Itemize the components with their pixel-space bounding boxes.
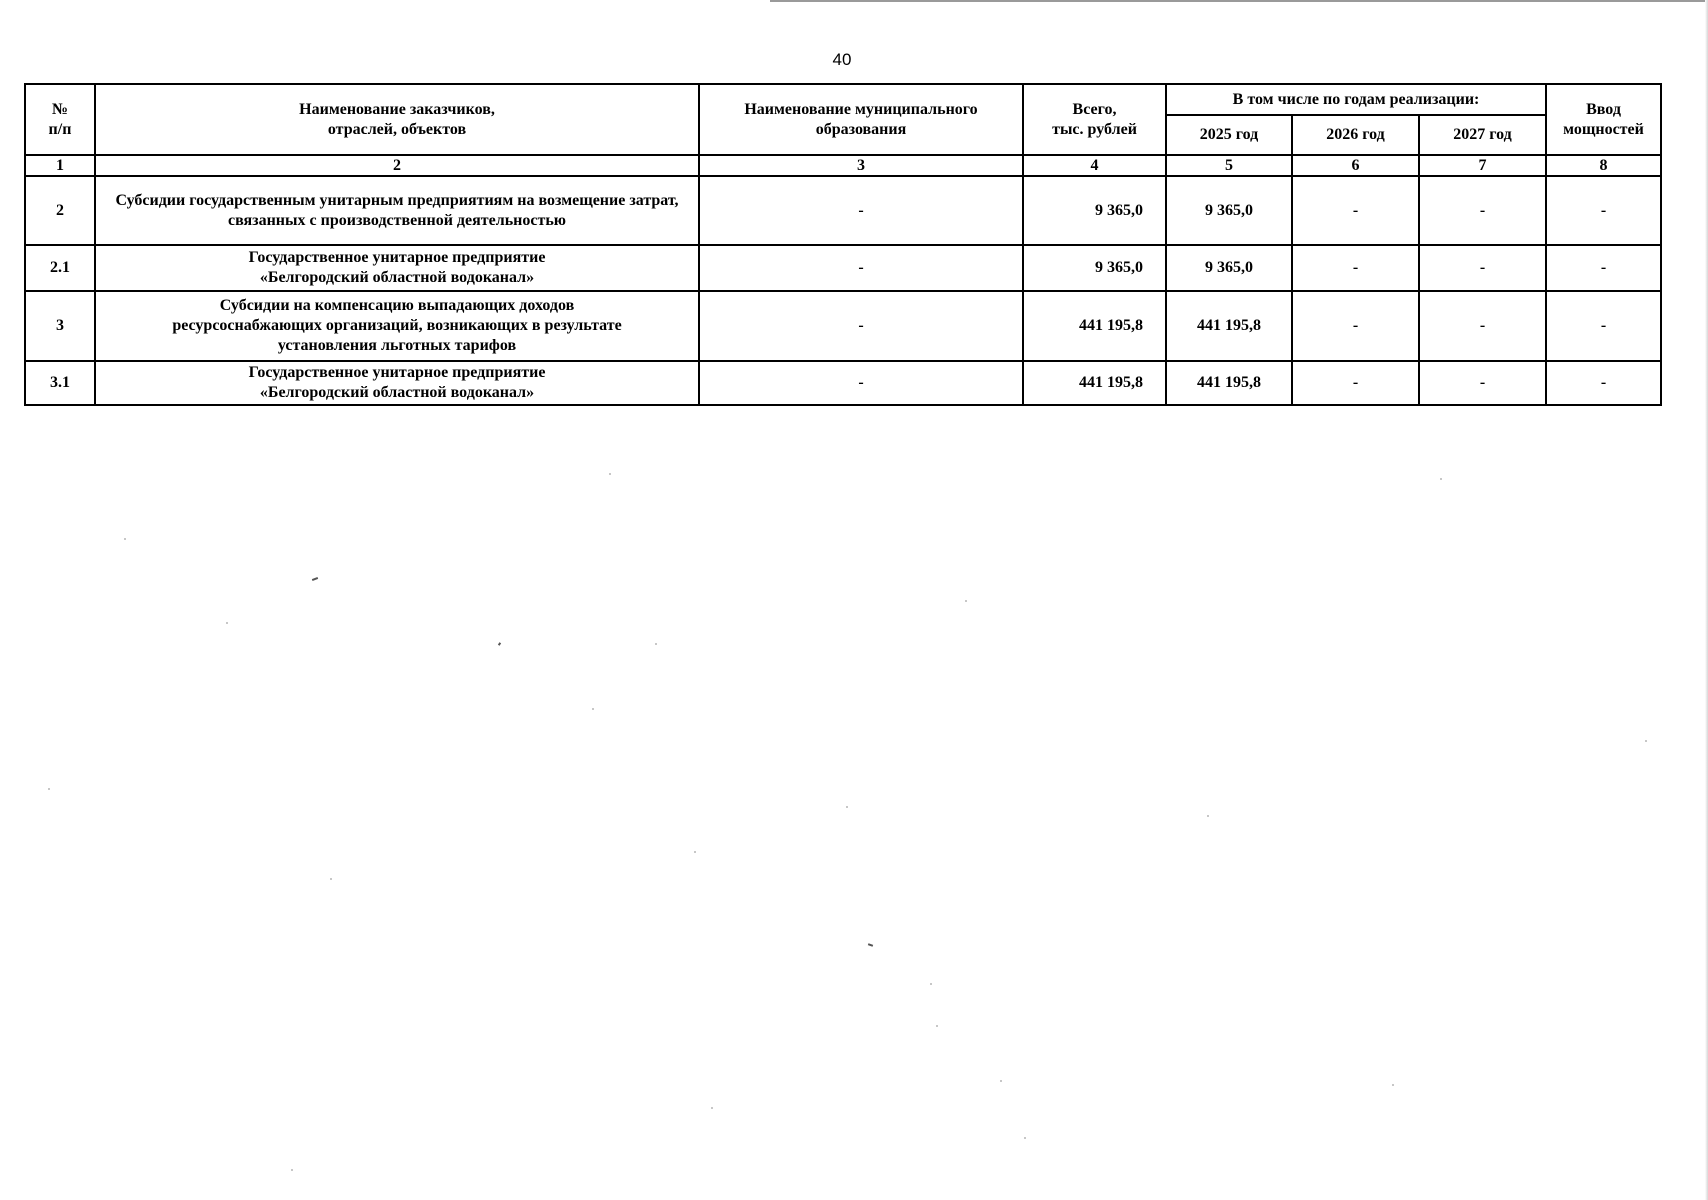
scan-speckle [48,788,50,790]
column-number: 3 [699,155,1023,176]
budget-table [24,83,1662,406]
header-year-2027: 2027 год [1419,115,1546,155]
table-header-row [25,84,1661,115]
column-number: 5 [1166,155,1292,176]
page-number: 40 [832,50,852,69]
row-2025: 9 365,0 [1166,176,1292,245]
row-number: 3.1 [25,361,95,405]
row-number: 2 [25,176,95,245]
row-2025: 441 195,8 [1166,291,1292,361]
scan-speckle [609,473,611,475]
scan-speckle [1392,1084,1394,1086]
scan-speckle [846,806,848,808]
row-municipality: - [699,361,1023,405]
row-name: Государственное унитарное предприятие «Белгородский областной водоканал» [95,245,699,291]
column-number-row [25,155,1661,176]
table-row [25,291,1661,361]
column-number: 4 [1023,155,1166,176]
scan-speckle [965,600,967,602]
row-2026: - [1292,291,1419,361]
row-name: Государственное унитарное предприятие «Белгородский областной водоканал» [95,361,699,405]
row-capacity: - [1546,291,1661,361]
row-total: 9 365,0 [1023,176,1166,245]
row-name: Субсидии государственным унитарным предприятиям на возмещение затрат, связанных с производственной деятельностью [95,176,699,245]
row-total: 9 365,0 [1023,245,1166,291]
row-number: 3 [25,291,95,361]
scan-top-border [770,0,1708,2]
row-2026: - [1292,176,1419,245]
column-number: 1 [25,155,95,176]
row-municipality: - [699,245,1023,291]
row-2026: - [1292,361,1419,405]
scan-speckle [655,643,657,645]
row-capacity: - [1546,245,1661,291]
row-name: Субсидии на компенсацию выпадающих доходов ресурсоснабжающих организаций, возникающих в результате установления льготных тарифов [95,291,699,361]
scan-speckle [1000,1080,1002,1082]
column-number: 2 [95,155,699,176]
scan-speckle [1440,478,1442,480]
scan-speckle [936,1025,938,1027]
row-number: 2.1 [25,245,95,291]
header-number: № п/п [25,84,95,155]
row-capacity: - [1546,176,1661,245]
row-2027: - [1419,291,1546,361]
scan-speckle [694,851,696,853]
row-2027: - [1419,176,1546,245]
row-2027: - [1419,361,1546,405]
header-municipality: Наименование муниципального образования [699,84,1023,155]
header-year-2026: 2026 год [1292,115,1419,155]
scan-speckle [930,983,932,985]
scan-speckle [711,1107,713,1109]
scan-speckle [226,622,228,624]
row-municipality: - [699,176,1023,245]
scan-mark [868,943,873,947]
header-capacity: Ввод мощностей [1546,84,1661,155]
scan-speckle [330,878,332,880]
row-total: 441 195,8 [1023,361,1166,405]
row-total: 441 195,8 [1023,291,1166,361]
scan-speckle [592,708,594,710]
scan-mark [498,642,501,646]
header-customer-name: Наименование заказчиков, отраслей, объектов [95,84,699,155]
scan-mark [312,577,318,581]
scan-speckle [1645,740,1647,742]
table-row [25,176,1661,245]
column-number: 6 [1292,155,1419,176]
header-years-group: В том числе по годам реализации: [1166,84,1546,115]
header-year-2025: 2025 год [1166,115,1292,155]
header-total: Всего, тыс. рублей [1023,84,1166,155]
row-2026: - [1292,245,1419,291]
column-number: 7 [1419,155,1546,176]
scan-speckle [291,1169,293,1171]
table-row [25,245,1661,291]
scan-speckle [1207,815,1209,817]
row-2025: 9 365,0 [1166,245,1292,291]
column-number: 8 [1546,155,1661,176]
row-capacity: - [1546,361,1661,405]
row-2025: 441 195,8 [1166,361,1292,405]
row-municipality: - [699,291,1023,361]
table-row [25,361,1661,405]
row-2027: - [1419,245,1546,291]
scan-speckle [1024,1137,1026,1139]
scan-speckle [124,538,126,540]
